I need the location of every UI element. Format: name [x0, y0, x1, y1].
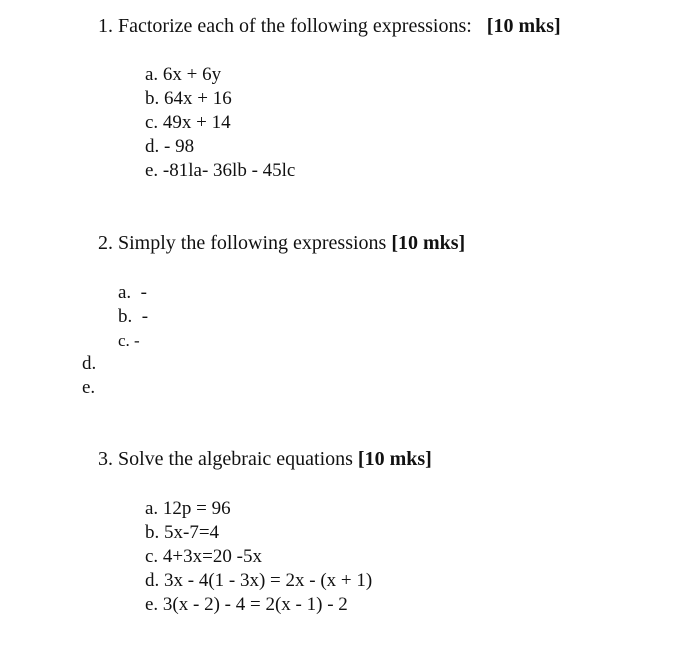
question-2-marks: [10 mks] [391, 232, 466, 254]
question-1-item-a: a. 6x + 6y [145, 64, 222, 85]
question-2-text: 2. Simply the following expressions [98, 232, 387, 254]
question-1-heading [98, 15, 561, 37]
question-2-item-e: e. [82, 377, 96, 398]
question-1-marks: [10 mks] [486, 15, 561, 37]
question-2-item-d: d. [82, 353, 97, 374]
question-1-item-b: b. 64x + 16 [145, 88, 232, 109]
question-2-item-a: a. - [118, 282, 148, 303]
question-3-item-e: e. 3(x - 2) - 4 = 2(x - 1) - 2 [145, 594, 348, 615]
question-1-text: 1. Factorize each of the following expressions: [98, 15, 472, 37]
question-3-heading [98, 448, 432, 470]
question-3-item-b: b. 5x-7=4 [145, 522, 220, 543]
question-1-item-d: d. - 98 [145, 136, 195, 157]
question-2-item-b: b. - [118, 306, 149, 327]
question-1-item-c: c. 49x + 14 [145, 112, 231, 133]
question-3-item-a: a. 12p = 96 [145, 498, 231, 519]
question-1-item-e: e. -81la- 36lb - 45lc [145, 160, 296, 181]
question-3-item-d: d. 3x - 4(1 - 3x) = 2x - (x + 1) [145, 570, 373, 591]
question-3-marks: [10 mks] [357, 448, 432, 470]
question-3-text: 3. Solve the algebraic equations [98, 448, 353, 470]
question-2-heading [98, 232, 465, 254]
question-2-item-c: c. - [118, 331, 140, 350]
question-3-item-c: c. 4+3x=20 -5x [145, 546, 262, 567]
